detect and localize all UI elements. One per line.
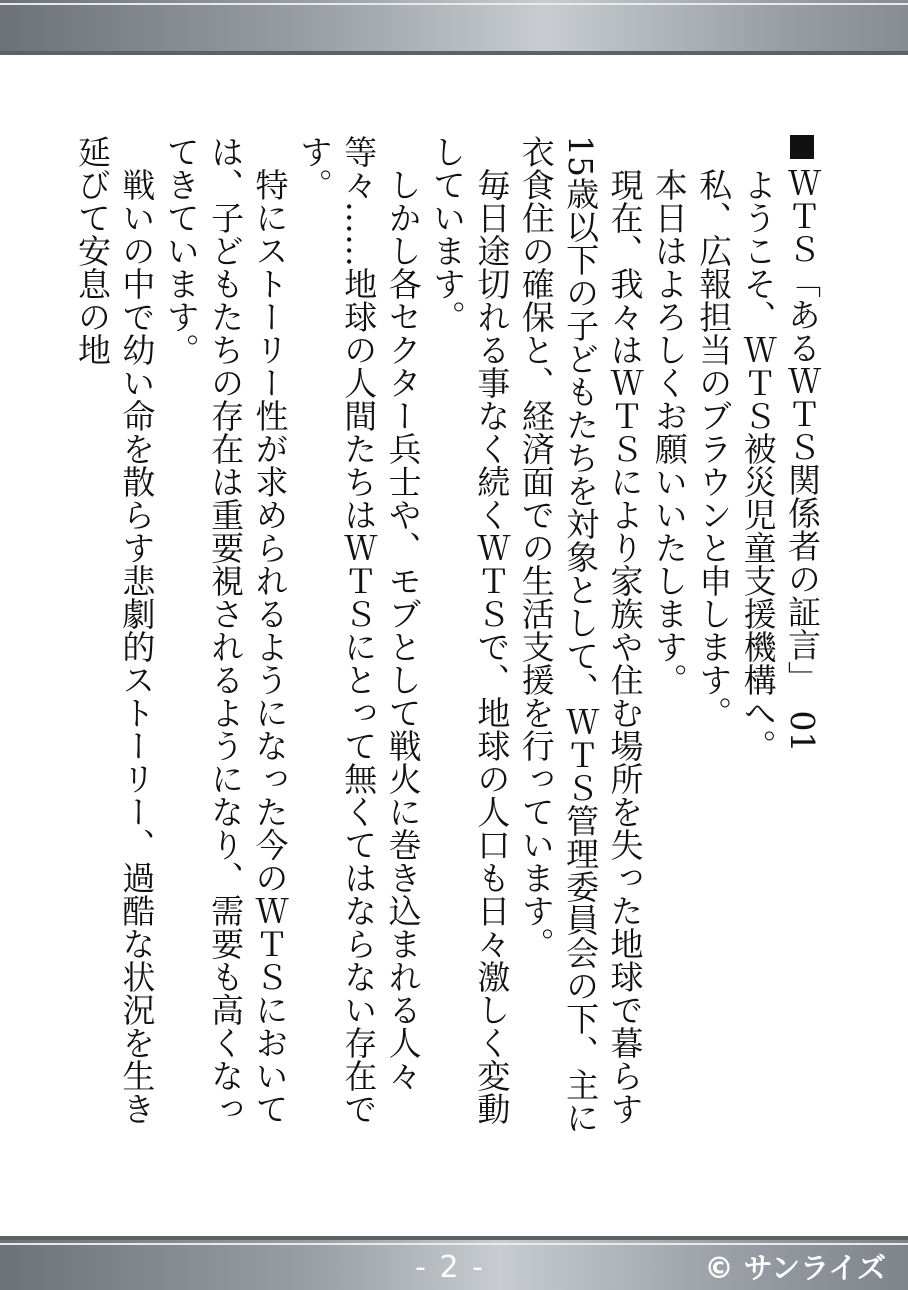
heading-title: ＷＴＳ「あるＷＴＳ関係者の証言」: [783, 166, 822, 678]
heading-number: 01: [783, 710, 822, 753]
section-heading: [780, 135, 824, 1155]
black-square-icon: [790, 135, 814, 159]
paragraph: 本日はよろしくお願いいたします。: [649, 168, 689, 696]
paragraph: 私、広報担当のブラウンと申します。: [694, 168, 734, 729]
paragraph: 戦いの中で幼い命を散らす悲劇的ストーリー、過酷な状況を生き延びて安息の地: [73, 135, 157, 1125]
paragraph: 毎日途切れる事なく続くＷＴＳで、地球の人口も日々激しく変動しています。: [428, 135, 512, 1125]
paragraph: しかし各セクター兵士や、モブとして戦火に巻き込まれる人々等々……地球の人間たちはＷＴＳにとって無くてはならない存在です。: [294, 135, 423, 1125]
vertical-text-body: [64, 135, 824, 1155]
paragraph: ようこそ、ＷＴＳ被災児童支援機構へ。: [738, 168, 778, 762]
header-band: [0, 0, 908, 55]
copyright-notice: © サンライズ: [704, 1251, 886, 1285]
paragraph: 現在、我々はＷＴＳにより家族や住む場所を失った地球で暮らす15歳以下の子どもたちを対象として、ＷＴＳ管理委員会の下、主に衣食住の確保と、経済面での生活支援を行っています。: [516, 135, 645, 1134]
paragraph: 特にストーリー性が求められるようになった今のＷＴＳにおいては、子どもたちの存在は重要視されるようになり、需要も高くなってきています。: [161, 135, 290, 1125]
page-number: - 2 -: [415, 1250, 485, 1285]
